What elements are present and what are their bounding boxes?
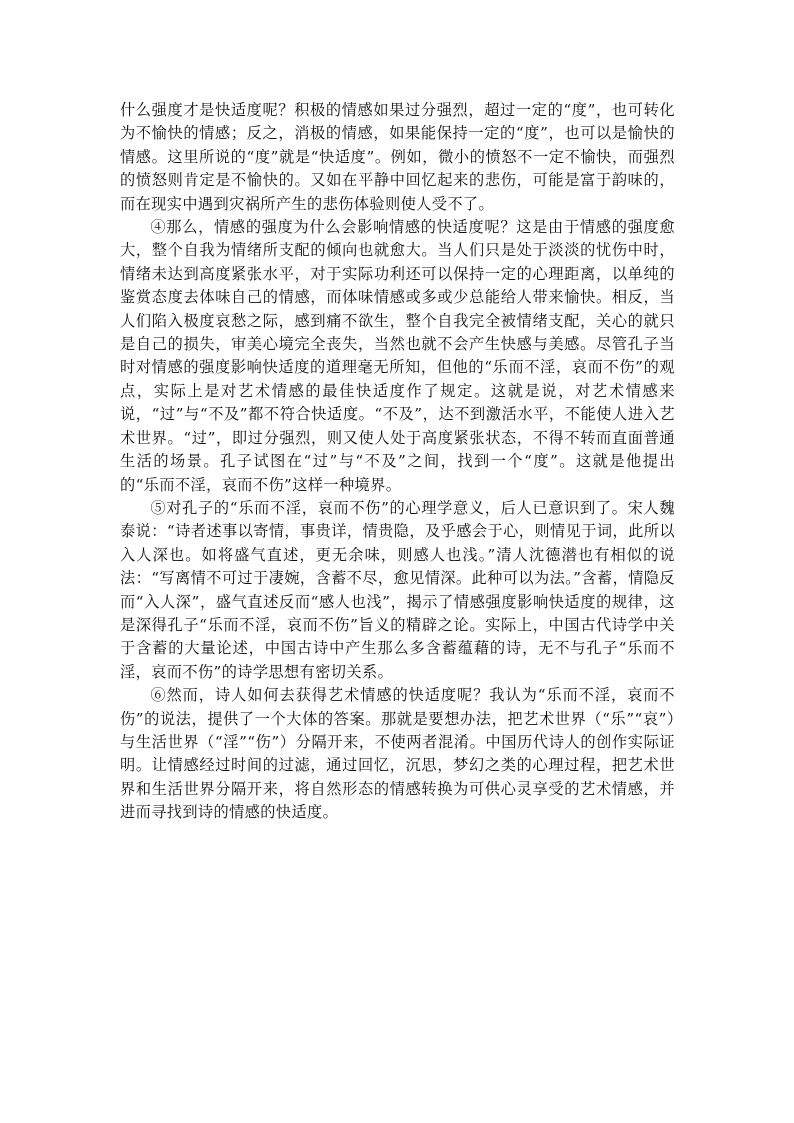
document-page (120, 99, 675, 825)
paragraph-5: ⑤对孔子的“乐而不淫，哀而不伤”的心理学意义，后人已意识到了。宋人魏泰说：“诗者述事以寄情，事贵详，情贵隐，及乎感会于心，则情见于词，此所以入人深也。如将盛气直述，更无余味，则感人也浅。”清人沈德潜也有相似的说法：“写离情不可过于凄婉，含蓄不尽，愈见情深。此种可以为法。”含蓄，情隐反而“入人深”，盛气直述反而“感人也浅”，揭示了情感强度影响快适度的规律，这是深得孔子“乐而不淫，哀而不伤”旨义的精辟之论。实际上，中国古代诗学中关于含蓄的大量论述，中国古诗中产生那么多含蓄蕴藉的诗，无不与孔子“乐而不淫，哀而不伤”的诗学思想有密切关系。 (120, 498, 675, 681)
paragraph-4: ④那么，情感的强度为什么会影响情感的快适度呢？这是由于情感的强度愈大，整个自我为情绪所支配的倾向也就愈大。当人们只是处于淡淡的忧伤中时，情绪未达到高度紧张水平，对于实际功利还可以保持一定的心理距离，以单纯的鉴赏态度去体味自己的情感，而体味情感或多或少总能给人带来愉快。相反，当人们陷入极度哀愁之际，感到痛不欲生，整个自我完全被情绪支配，关心的就只是自己的损失，审美心境完全丧失，当然也就不会产生快感与美感。尽管孔子当时对情感的强度影响快适度的道理毫无所知，但他的“乐而不淫，哀而不伤”的观点，实际上是对艺术情感的最佳快适度作了规定。这就是说，对艺术情感来说，“过”与“不及”都不符合快适度。“不及”，达不到激活水平，不能使人进入艺术世界。“过”，即过分强烈，则又使人处于高度紧张状态，不得不转而直面普通生活的场景。孔子试图在“过”与“不及”之间，找到一个“度”。这就是他提出的“乐而不淫，哀而不伤”这样一种境界。 (120, 218, 675, 494)
paragraph-continuation: 什么强度才是快适度呢？积极的情感如果过分强烈，超过一定的“度”，也可转化为不愉快的情感；反之，消极的情感，如果能保持一定的“度”，也可以是愉快的情感。这里所说的“度”就是“快适度”。例如，微小的愤怒不一定不愉快，而强烈的愤怒则肯定是不愉快的。又如在平静中回忆起来的悲伤，可能是富于韵味的，而在现实中遇到灾祸所产生的悲伤体验则使人受不了。 (120, 101, 675, 213)
paragraph-6: ⑥然而，诗人如何去获得艺术情感的快适度呢？我认为“乐而不淫，哀而不伤”的说法，提供了一个大体的答案。那就是要想办法，把艺术世界（“乐”“哀”）与生活世界（“淫”“伤”）分隔开来，不使两者混淆。中国历代诗人的创作实际证明。让情感经过时间的过滤，通过回忆，沉思，梦幻之类的心理过程，把艺术世界和生活世界分隔开来，将自然形态的情感转换为可供心灵享受的艺术情感，并进而寻找到诗的情感的快适度。 (120, 686, 675, 822)
